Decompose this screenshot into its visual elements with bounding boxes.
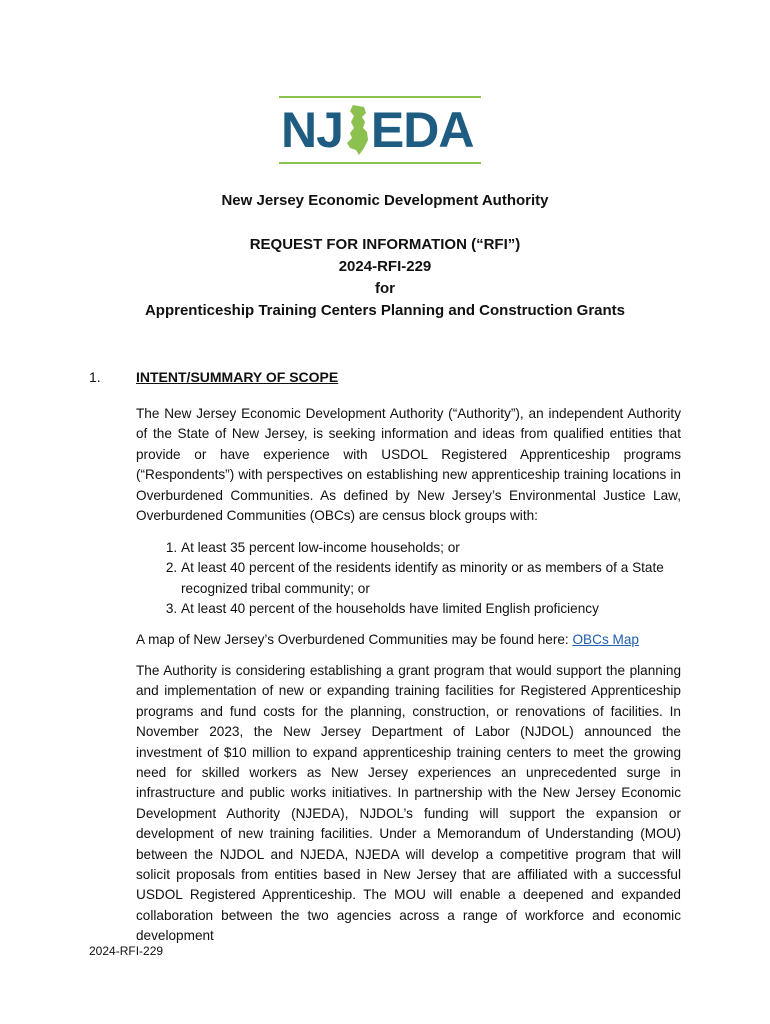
organization-title: New Jersey Economic Development Authority bbox=[221, 192, 549, 209]
list-item: 2. At least 40 percent of the residents identify as minority or as members of a State recognized tribal community; or bbox=[181, 558, 681, 599]
document-for: for bbox=[375, 280, 395, 297]
intro-paragraph: The New Jersey Economic Development Authority (“Authority”), an independent Authority of the State of New Jersey, is seeking information and ideas from qualified entities that provide or have experience with USDOL Registered Apprenticeship programs (“Respondents”) with perspectives on establishing new apprenticeship training locations in Overburdened Communities. As defined by New Jersey’s Environmental Justice Law, Overburdened Communities (OBCs) are census block groups with: bbox=[136, 406, 681, 524]
logo-text-right: EDA bbox=[370, 102, 474, 158]
new-jersey-state-icon bbox=[344, 104, 370, 156]
logo-bottom-rule bbox=[279, 162, 481, 164]
logo-text-left: NJ bbox=[281, 102, 343, 158]
program-paragraph: The Authority is considering establishing a grant program that would support the planning and implementation of new or expanding training facilities for Registered Apprenticeship programs and fund costs for the planning, construction, or renovations of facilities. In November 2023, the New Jersey Department of Labor (NJDOL) announced the investment of $10 million to expand apprenticeship training centers to meet the growing need for skilled workers as New Jersey experiences an unprecedented surge in infrastructure and public works initiatives. In partnership with the New Jersey Economic Development Authority (NJEDA), NJDOL’s funding will support the expansion or development of new training facilities. Under a Memorandum of Understanding (MOU) between the NJDOL and NJEDA, NJEDA will develop a competitive program that will solicit proposals from entities based in New Jersey that are affiliated with a successful USDOL Registered Apprenticeship. The MOU will enable a deepened and expanded collaboration between the two agencies across a range of workforce and economic development bbox=[136, 663, 681, 944]
section-title: INTENT/SUMMARY OF SCOPE bbox=[136, 369, 339, 385]
obc-criteria-list bbox=[136, 538, 681, 620]
map-text: A map of New Jersey’s Overburdened Communities may be found here: bbox=[136, 632, 573, 647]
program-title: Apprenticeship Training Centers Planning and Construction Grants bbox=[144, 302, 626, 319]
document-type: REQUEST FOR INFORMATION (“RFI”) bbox=[249, 236, 521, 253]
section-number: 1. bbox=[89, 369, 101, 385]
list-item: 3. At least 40 percent of the households have limited English proficiency bbox=[181, 599, 681, 619]
logo-top-rule bbox=[279, 96, 481, 98]
footer-doc-id: 2024-RFI-229 bbox=[89, 944, 164, 958]
obcs-map-link[interactable]: OBCs Map bbox=[572, 632, 639, 647]
map-paragraph bbox=[136, 630, 681, 650]
njeda-logo bbox=[279, 96, 481, 166]
logo-wordmark bbox=[281, 102, 474, 158]
list-item: 1. At least 35 percent low-income households; or bbox=[181, 538, 681, 558]
document-number: 2024-RFI-229 bbox=[338, 258, 432, 275]
